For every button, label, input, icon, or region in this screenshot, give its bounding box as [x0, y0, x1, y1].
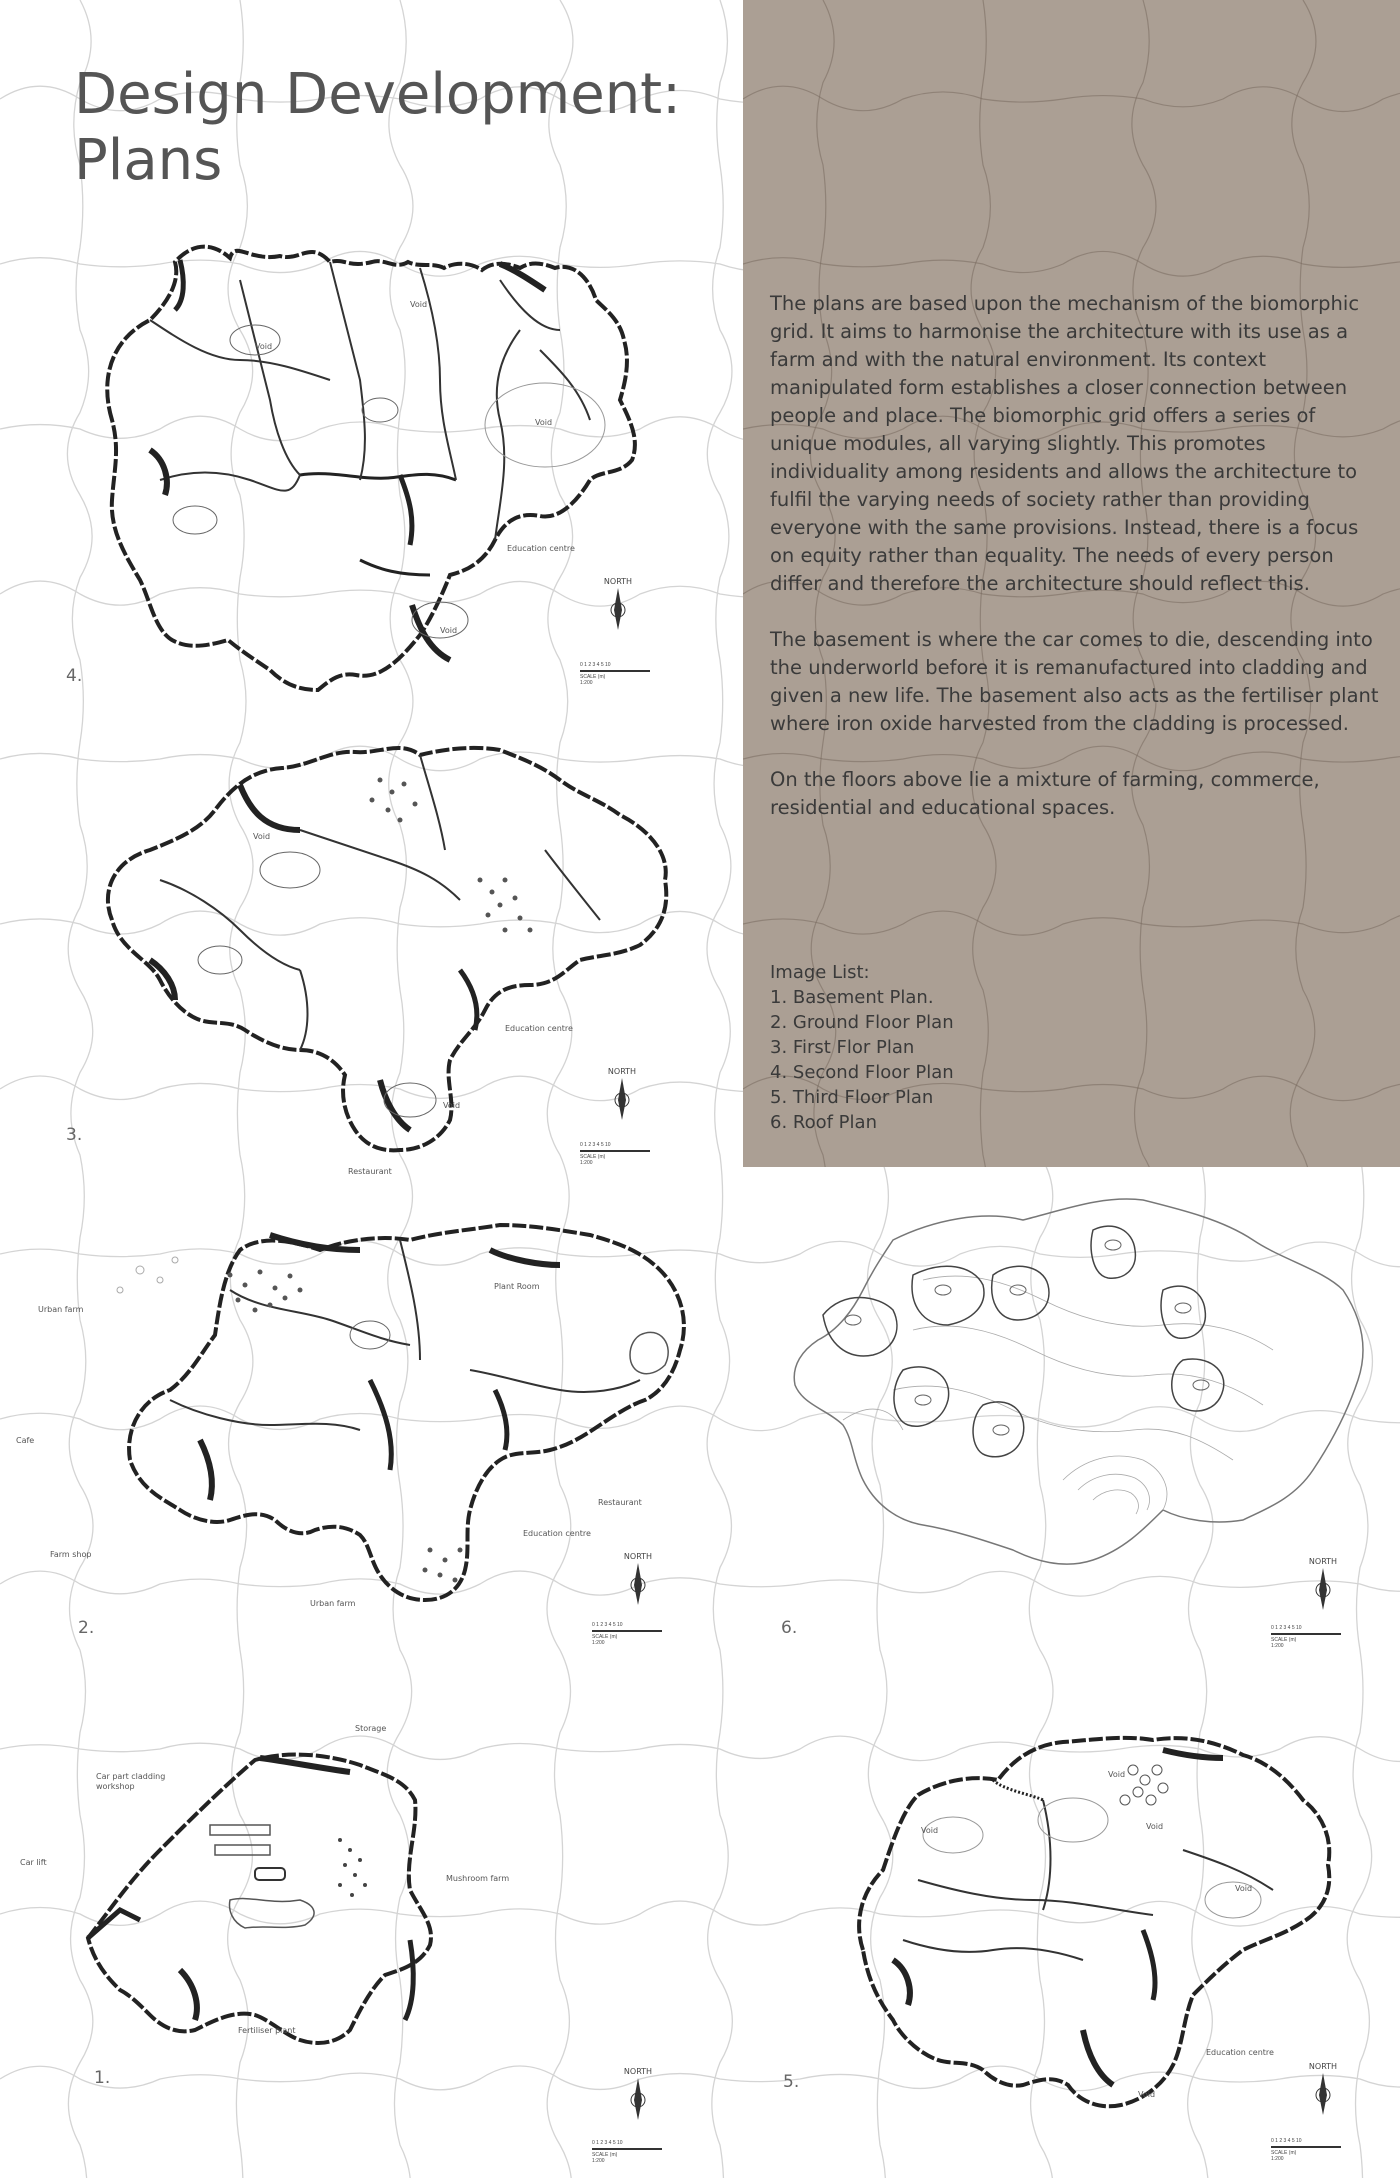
plan-roof: [743, 1180, 1400, 1680]
scale-bar: [1271, 2138, 1351, 2168]
north-label: NORTH: [1308, 1557, 1338, 1566]
label-void: Void: [1146, 1822, 1164, 1831]
north-arrow-icon: [592, 1060, 652, 1130]
plan-third-floor: [743, 1700, 1400, 2178]
label-void: Void: [255, 342, 273, 351]
plan-first-floor: [0, 720, 743, 1170]
scale-unit: SCALE (m): [592, 2152, 618, 2158]
north-arrow-icon: [1293, 1550, 1353, 1620]
page-title-line-2: Plans: [74, 128, 223, 193]
image-list: [770, 960, 1170, 1135]
scale-ticks: 0 1 2 3 4 5 10: [592, 1622, 623, 1628]
label-fertiliser-plant: Fertiliser plant: [238, 2026, 296, 2035]
scale-line: [1271, 1633, 1341, 1635]
north-label: NORTH: [623, 1552, 653, 1561]
scale-line: [580, 670, 650, 672]
image-list-item: 6. Roof Plan: [770, 1112, 877, 1133]
north-label: NORTH: [623, 2067, 653, 2076]
label-education-centre: Education centre: [523, 1529, 591, 1538]
grid-line: [743, 911, 1400, 935]
scale-ratio: 1:200: [580, 680, 593, 686]
plan-number: 3.: [66, 1125, 83, 1145]
description-panel: [743, 0, 1400, 1167]
label-void: Void: [253, 832, 271, 841]
label-farm-shop: Farm shop: [50, 1550, 92, 1559]
plan-basement: [0, 1700, 743, 2178]
label-education-centre: Education centre: [507, 544, 575, 553]
scale-bar: [1271, 1625, 1351, 1655]
label-void: Void: [921, 1826, 939, 1835]
scale-unit: SCALE (m): [580, 1154, 606, 1160]
scale-bar: [592, 2140, 672, 2170]
label-restaurant: Restaurant: [348, 1167, 392, 1176]
scale-unit: SCALE (m): [1271, 2150, 1297, 2156]
label-education-centre: Education centre: [1206, 2048, 1274, 2057]
plan-ground-floor: [0, 1167, 743, 1660]
scale-ratio: 1:200: [592, 1640, 605, 1646]
north-label: NORTH: [607, 1067, 637, 1076]
scale-ticks: 0 1 2 3 4 5 10: [580, 1142, 611, 1148]
label-cladding-workshop: Car part cladding: [96, 1772, 166, 1781]
plan-number: 6.: [781, 1618, 798, 1638]
label-void: Void: [443, 1101, 461, 1110]
scale-bar: [580, 662, 660, 692]
image-list-heading: Image List:: [770, 962, 870, 983]
plan-number: 2.: [78, 1618, 95, 1638]
scale-ratio: 1:200: [580, 1160, 593, 1166]
label-education-centre: Education centre: [505, 1024, 573, 1033]
label-storage: Storage: [355, 1724, 387, 1733]
image-list-item: 5. Third Floor Plan: [770, 1087, 934, 1108]
scale-line: [580, 1150, 650, 1152]
scale-ticks: 0 1 2 3 4 5 10: [592, 2140, 623, 2146]
page-title-line-1: Design Development:: [74, 62, 682, 127]
label-void: Void: [1138, 2090, 1156, 2099]
label-void: Void: [535, 418, 553, 427]
scale-line: [592, 2148, 662, 2150]
description-text: [770, 290, 1380, 850]
scale-ticks: 0 1 2 3 4 5 10: [1271, 1625, 1302, 1631]
description-paragraph-2: The basement is where the car comes to die, descending into the underworld before it is remanufactured into cladding and given a new life. The basement also acts as the fertiliser plant where iron oxide harvested from the cladding is processed.: [770, 628, 1379, 735]
scale-ratio: 1:200: [592, 2158, 605, 2164]
label-void: Void: [1235, 1884, 1253, 1893]
north-arrow-icon: [608, 2060, 668, 2130]
scale-ratio: 1:200: [1271, 2156, 1284, 2162]
description-paragraph-1: The plans are based upon the mechanism of the biomorphic grid. It aims to harmonise the architecture with its use as a farm and with the natural environment. Its context manipulated form establishes a closer connection between people and place. The biomorphic grid offers a series of unique modules, all varying slightly. This promotes individuality among residents and allows the architecture to fulfil the varying needs of society rather than providing everyone with the same provisions. Instead, there is a focus on equity rather than equality. The needs of every person differ and therefore the architecture should reflect this.: [770, 292, 1360, 595]
image-list-item: 4. Second Floor Plan: [770, 1062, 954, 1083]
north-arrow-icon: [608, 1545, 668, 1615]
label-restaurant: Restaurant: [598, 1498, 642, 1507]
label-urban-farm: Urban farm: [310, 1599, 356, 1608]
grid-line: [743, 86, 1400, 111]
north-arrow-icon: [588, 570, 648, 640]
north-label: NORTH: [603, 577, 633, 586]
scale-ticks: 0 1 2 3 4 5 10: [580, 662, 611, 668]
label-void: Void: [440, 626, 458, 635]
label-plant-room: Plant Room: [494, 1282, 540, 1291]
scale-bar: [592, 1622, 672, 1652]
description-paragraph-3: On the floors above lie a mixture of farming, commerce, residential and educational spaces.: [770, 768, 1320, 819]
image-list-item: 2. Ground Floor Plan: [770, 1012, 954, 1033]
scale-unit: SCALE (m): [592, 1634, 618, 1640]
north-arrow-icon: [1293, 2055, 1353, 2125]
scale-unit: SCALE (m): [1271, 1637, 1297, 1643]
scale-line: [592, 1630, 662, 1632]
label-cafe: Cafe: [16, 1436, 35, 1445]
plan-number: 1.: [94, 2068, 111, 2088]
label-void: Void: [1108, 1770, 1126, 1779]
north-label: NORTH: [1308, 2062, 1338, 2071]
image-list-item: 1. Basement Plan.: [770, 987, 934, 1008]
label-cladding-workshop: workshop: [96, 1782, 135, 1791]
scale-ratio: 1:200: [1271, 1643, 1284, 1649]
scale-bar: [580, 1142, 660, 1172]
label-car-lift: Car lift: [20, 1858, 47, 1867]
plan-number: 5.: [783, 2072, 800, 2092]
scale-line: [1271, 2146, 1341, 2148]
image-list-item: 3. First Flor Plan: [770, 1037, 915, 1058]
plan-second-floor: [0, 0, 743, 700]
plan-number: 4.: [66, 666, 83, 686]
scale-ticks: 0 1 2 3 4 5 10: [1271, 2138, 1302, 2144]
label-mushroom-farm: Mushroom farm: [446, 1874, 510, 1883]
scale-unit: SCALE (m): [580, 674, 606, 680]
label-urban-farm: Urban farm: [38, 1305, 84, 1314]
label-void: Void: [410, 300, 428, 309]
